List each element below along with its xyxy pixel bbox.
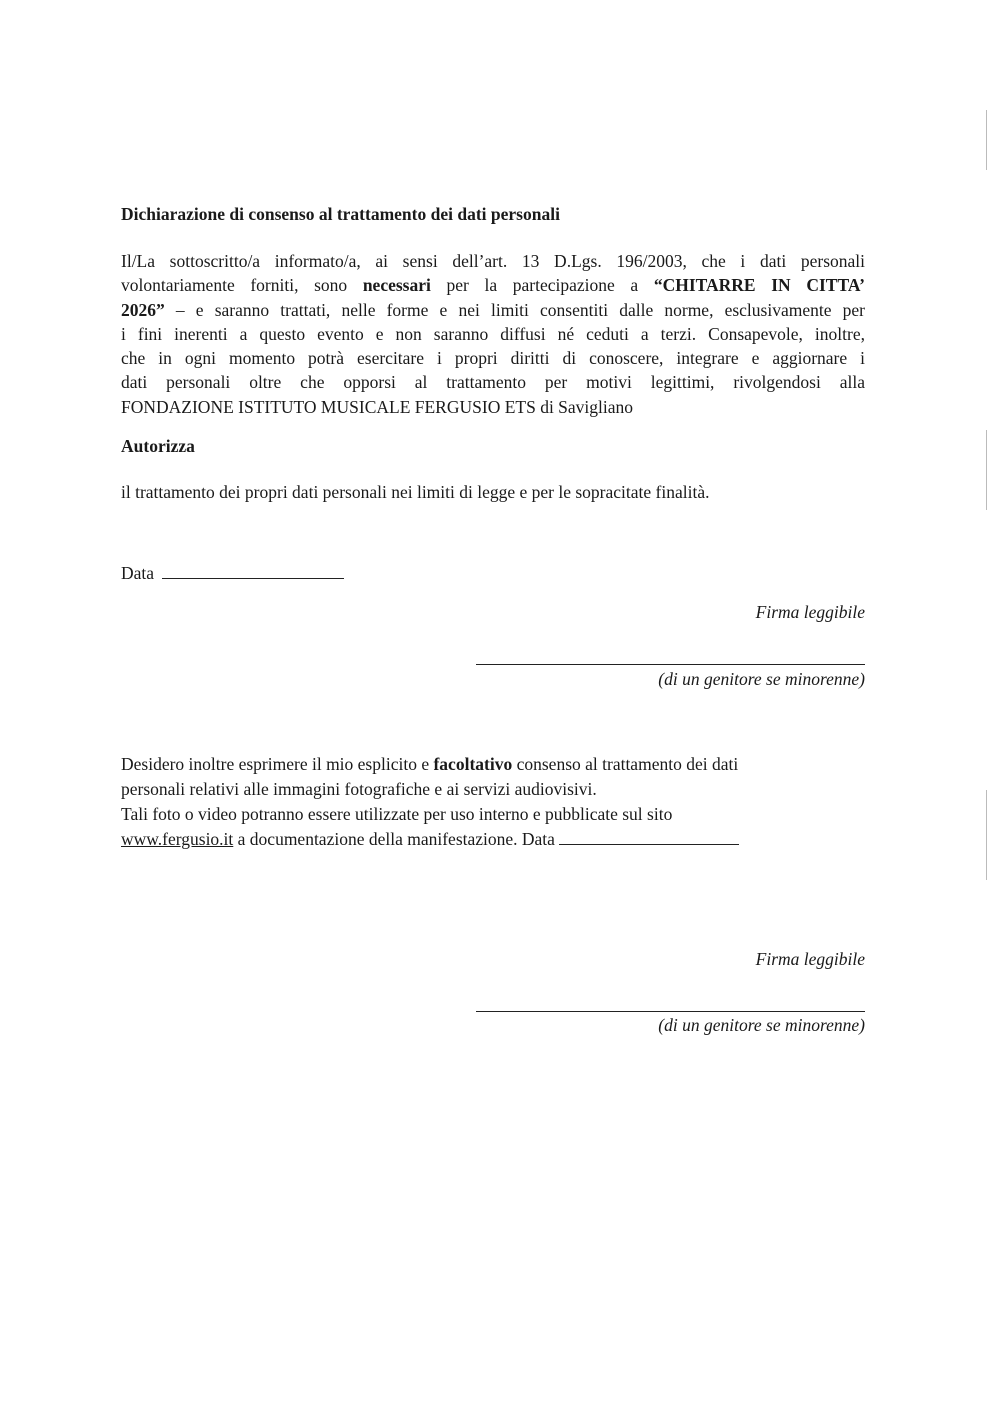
event-year: 2026” xyxy=(121,299,165,320)
authorize-text: il trattamento dei propri dati personali nei limiti di legge e per le sopracitate finalità. xyxy=(121,482,710,502)
paragraph-line: www.fergusio.it a documentazione della manifestazione. Data xyxy=(121,827,865,852)
paragraph-line: volontariamente forniti, sono necessari per la partecipazione a “CHITARRE IN CITTA’ xyxy=(121,275,865,296)
paragraph-line: Tali foto o video potranno essere utilizzate per uso interno e pubblicate sul sito xyxy=(121,804,673,824)
signature-note-2: (di un genitore se minorenne) xyxy=(658,1015,865,1035)
emphasis-facoltativo: facoltativo xyxy=(433,754,513,774)
signature-note-1: (di un genitore se minorenne) xyxy=(658,669,865,689)
event-name: “CHITARRE IN CITTA’ xyxy=(653,275,865,296)
paragraph-line: 2026” – e saranno trattati, nelle forme e nei limiti consentiti dalle norme, esclusivamente per xyxy=(121,299,865,320)
date-field-1 xyxy=(121,563,344,584)
scan-artifact xyxy=(986,790,987,880)
paragraph-line: Desidero inoltre esprimere il mio esplicito e facoltativo consenso al trattamento dei dati xyxy=(121,754,739,774)
date-blank-line[interactable] xyxy=(162,564,344,579)
consent-paragraph xyxy=(121,249,865,419)
scan-artifact xyxy=(986,430,987,510)
paragraph-line: Il/La sottoscritto/a informato/a, ai sensi dell’art. 13 D.Lgs. 196/2003, che i dati personali xyxy=(121,251,865,271)
date-label: Data xyxy=(121,563,155,583)
document-title: Dichiarazione di consenso al trattamento dei dati personali xyxy=(121,204,560,224)
image-consent-paragraph xyxy=(121,752,865,852)
signature-label-2: Firma leggibile xyxy=(755,949,865,969)
signature-line-1[interactable] xyxy=(476,664,865,665)
website-link[interactable]: www.fergusio.it xyxy=(121,829,234,849)
paragraph-line: che in ogni momento potrà esercitare i propri diritti di conoscere, integrare e aggiornare i xyxy=(121,348,865,369)
paragraph-line: dati personali oltre che opporsi al trattamento per motivi legittimi, rivolgendosi alla xyxy=(121,372,865,393)
date-blank-line[interactable] xyxy=(559,830,739,845)
paragraph-line: FONDAZIONE ISTITUTO MUSICALE FERGUSIO ETS di Savigliano xyxy=(121,396,634,417)
signature-label-1: Firma leggibile xyxy=(755,602,865,622)
paragraph-line: i fini inerenti a questo evento e non saranno diffusi né ceduti a terzi. Consapevole, inoltre, xyxy=(121,323,865,344)
signature-line-2[interactable] xyxy=(476,1011,865,1012)
scan-artifact xyxy=(986,110,987,170)
emphasis-necessari: necessari xyxy=(362,275,431,296)
paragraph-line: personali relativi alle immagini fotografiche e ai servizi audiovisivi. xyxy=(121,779,597,799)
authorize-heading: Autorizza xyxy=(121,436,195,456)
